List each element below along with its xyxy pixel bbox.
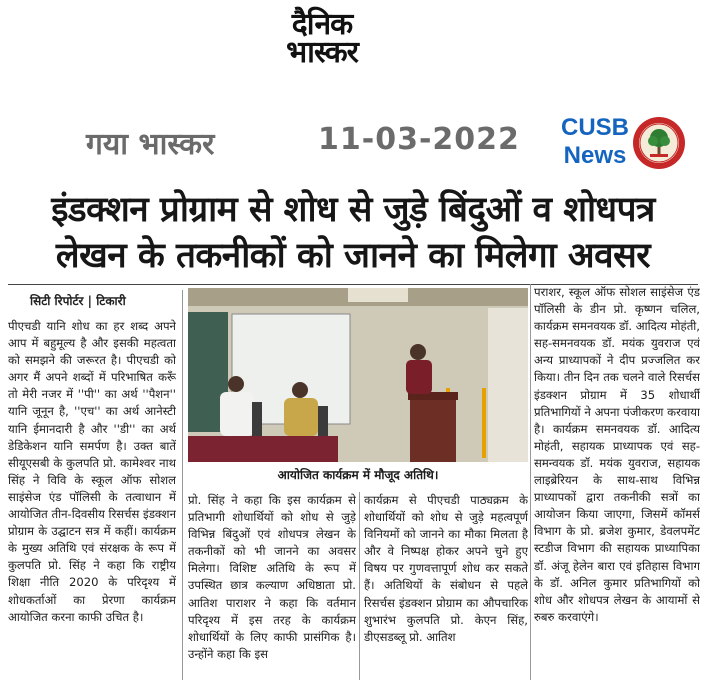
cusb-news-badge bbox=[560, 116, 630, 168]
edition-name: गया भास्कर bbox=[86, 127, 215, 162]
publication-date: 11-03-2022 bbox=[318, 122, 520, 157]
dainik-bhaskar-logo bbox=[262, 7, 382, 70]
column-divider bbox=[530, 284, 531, 680]
badge-line2: News bbox=[563, 142, 627, 169]
logo-line1: दैनिक bbox=[291, 7, 353, 42]
article-column-3: कार्यक्रम से पीएचडी पाठ्यक्रम के शोधार्थियों को शोध से जुड़े महत्वपूर्ण विनियमों को जानने का मौका मिलता है और वे निष्पक्ष होकर अपने चुने हुए विषय पर गुणवत्तापूर्ण शोध कर सकते हैं। अतिथियों के संबोधन से पहले रिसर्चस इंडक्शन प्रोग्राम का औपचारिक शुभारंभ कुलपति प्रो. केएन सिंह, डीएसडब्लू प्रो. आतिश bbox=[364, 493, 528, 644]
column-divider bbox=[359, 492, 360, 680]
logo-line2: भास्कर bbox=[286, 35, 358, 70]
event-photo bbox=[188, 288, 528, 462]
headline-line2: लेखन के तकनीकों को जानने का मिलेगा अवसर bbox=[55, 236, 651, 276]
article-column-2: प्रो. सिंह ने कहा कि इस कार्यक्रम से प्रतिभागी शोधार्थियों को शोध से जुड़े विभिन्न बिंदुओं एवं शोधपत्र लेखन के तकनीकों को भी जानने का अवसर मिलेगा। विशिष्ट अतिथि के रूप में उपस्थित छात्र कल्याण अधिष्ठाता प्रो. आतिश पाराशर ने कहा कि वर्तमान परिदृश्य में इस तरह के कार्यक्रम शोधार्थियों के लिए काफी प्रासंगिक है। उन्होंने कहा कि इस bbox=[188, 493, 356, 661]
photo-caption: आयोजित कार्यक्रम में मौजूद अतिथि। bbox=[277, 468, 439, 482]
university-seal-icon bbox=[632, 116, 686, 170]
byline: सिटी रिपोर्टर | टिकारी bbox=[30, 294, 126, 308]
article-column-4: पराशर, स्कूल ऑफ सोशल साइंसेज एंड पॉलिसी के डीन प्रो. कृष्णन चलिल, कार्यक्रम समनवयक डॉ. आदित्य मोहंती, सह-समनवयक डॉ. मयंक युवराज एवं अन्य प्राध्यापकों ने दीप प्रज्जलित कर किया। तीन दिन तक चलने वाले रिसर्चस इंडक्शन प्रोग्राम में 35 शोधार्थी प्रतिभागियों ने अपना पंजीकरण करवाया है। कार्यक्रम समनवयक डॉ. आदित्य मोहंती, सहायक प्राध्यापक एवं सह-समन्वयक डॉ. मयंक युवराज, सहायक लाइब्रेरियन के साथ-साथ विभिन्न प्राध्यापकों द्वारा तकनीकी सत्रों का आयोजन किया जाएगा, जिसमें कॉमर्स विभाग के प्रो. ब्रजेश कुमार, डेवलपमेंट स्टडीज विभाग की सहायक प्राध्यापिका डॉ. अंजू हेलेन बारा एवं इतिहास विभाग के डॉ. अनिल कुमार प्रतिभागियों को शोध और शोधपत्र लेखन के आयामों से रुबरु करवाएंगे। bbox=[534, 285, 700, 624]
article-column-1: पीएचडी यानि शोध का हर शब्द अपने आप में बहुमूल्य है और इसकी महत्वता को समझने की जरूरत है। पीएचडी को अगर मैं अपने शब्दों में परिभाषित करूँ तो मेरी नजर में ''पी'' का अर्थ ''पैशन'' यानि जूनून है, ''एच'' का अर्थ आनेस्टी यानि ईमानदारी है और ''डी'' का अर्थ डेडिकेशन यानि समर्पण है। उक्त बातें सीयूएसबी के कुलपति प्रो. कामेश्वर नाथ सिंह ने विवि के स्कूल ऑफ सोशल साइंसेज एंड पॉलिसी के तत्वाधान में आयोजित तीन-दिवसीय रिसर्चस इंडक्शन प्रोग्राम के उद्घाटन सत्र में कहीं। कार्यक्रम के मुख्य अतिथि एवं संरक्षक के रूप में कुलपति प्रो. सिंह ने कहा कि राष्ट्रीय शिक्षा नीति 2020 के परिदृश्य में शोधकर्ताओं का प्रेरणा कार्यक्रम आयोजित करना काफी उचित है। bbox=[8, 319, 176, 624]
column-divider bbox=[182, 290, 183, 680]
badge-line1: CUSB bbox=[560, 114, 629, 141]
headline-line1: इंडक्शन प्रोग्राम से शोध से जुड़े बिंदुओं व शोधपत्र bbox=[51, 190, 655, 230]
